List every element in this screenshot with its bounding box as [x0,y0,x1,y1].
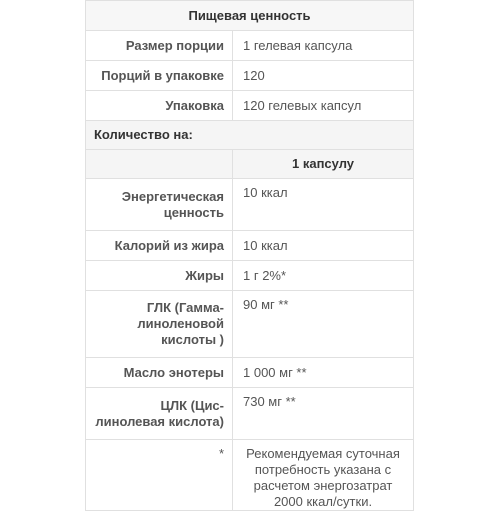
label-line: кислоты ) [161,332,224,347]
per-capsule-header: 1 капсулу [233,150,414,179]
serving-size-value: 1 гелевая капсула [233,31,414,61]
nutrient-label-primrose-oil: Масло энотеры [86,358,233,388]
nutrient-value-energy: 10 ккал [233,179,414,231]
footnote-line: 2000 ккал/сутки. [273,494,373,509]
nutrient-row [86,231,414,261]
nutrient-label-fat-calories: Калорий из жира [86,231,233,261]
serving-size-row [86,31,414,61]
amount-per-section-row [86,121,414,150]
nutrient-label-fat: Жиры [86,261,233,291]
nutrient-value-primrose-oil: 1 000 мг ** [233,358,414,388]
nutrient-value-cla: 730 мг ** [233,388,414,440]
per-capsule-header-row [86,150,414,179]
footnote-line: Рекомендуемая суточная [246,446,400,461]
label-line: линоленовой [137,316,224,331]
title-row [86,1,414,31]
nutrient-value-fat-calories: 10 ккал [233,231,414,261]
nutrient-value-gla: 90 мг ** [233,291,414,358]
nutrient-label-cla [86,388,233,440]
serving-size-label: Размер порции [86,31,233,61]
package-label: Упаковка [86,91,233,121]
servings-per-container-row [86,61,414,91]
empty-header-cell [86,150,233,179]
footnote-marker: * [86,440,233,511]
nutrient-row [86,261,414,291]
label-line: линолевая кислота) [95,413,224,429]
nutrient-value-fat: 1 г 2%* [233,261,414,291]
nutrient-row [86,358,414,388]
table-title: Пищевая ценность [86,1,414,31]
label-line: ЦЛК (Цис- [160,397,224,413]
servings-per-container-label: Порций в упаковке [86,61,233,91]
package-value: 120 гелевых капсул [233,91,414,121]
label-line: ГЛК (Гамма- [146,300,224,315]
nutrient-row [86,179,414,231]
nutrient-row [86,291,414,358]
label-line: Энергетическая [121,188,224,204]
servings-per-container-value: 120 [233,61,414,91]
footnote-line: расчетом энергозатрат [253,478,393,493]
nutrient-label-energy [86,179,233,231]
footnote-line: потребность указана с [254,462,392,477]
nutrition-facts-table [85,0,414,511]
package-row [86,91,414,121]
nutrient-label-gla [86,291,233,358]
amount-per-label: Количество на: [86,121,414,150]
label-line: ценность [163,204,224,220]
nutrient-row [86,388,414,440]
